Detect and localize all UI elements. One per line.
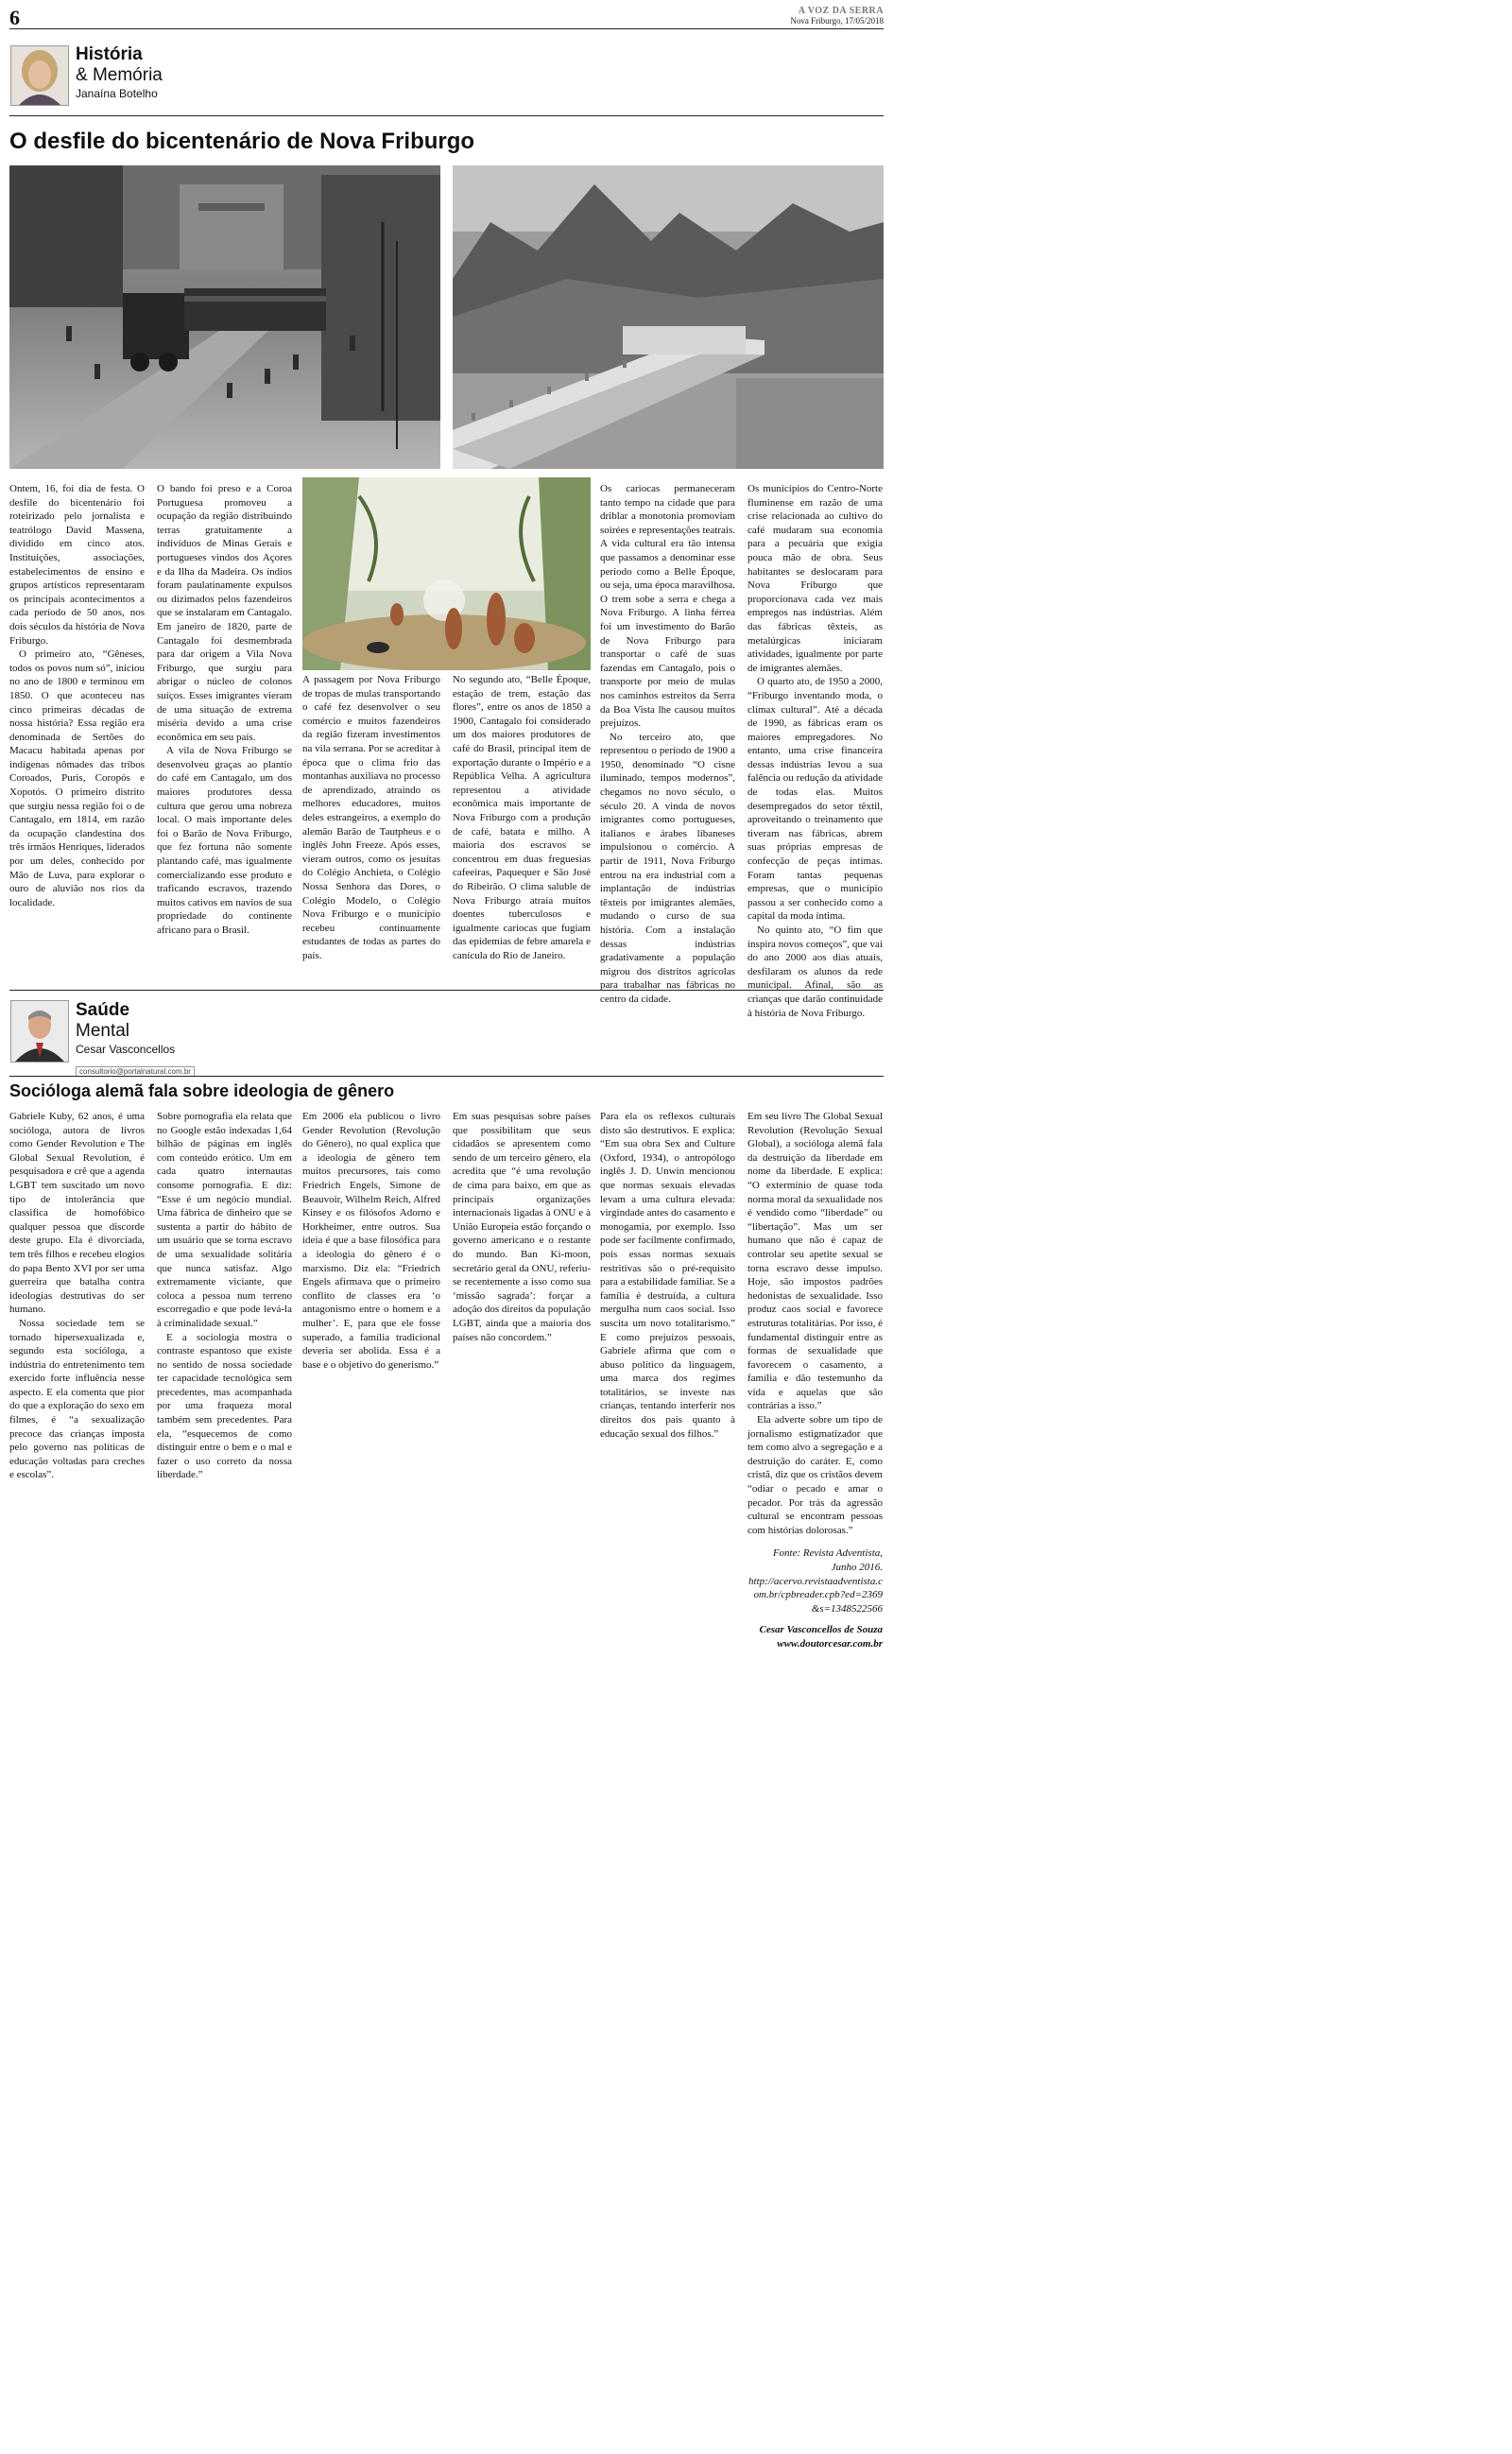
column-header-saude xyxy=(76,1000,175,1057)
article2-col-5 xyxy=(600,1110,735,1441)
paragraph: No terceiro ato, que representou o período de 1900 a 1950, denominado “O cisne iluminado, tempos modernos”, chegamos no novo século, o século 20. A vinda de novos imigrantes como portugueses, italianos e árabes libaneses impulsionou o comércio. A partir de 1911, Nova Friburgo entrou na era industrial com a implantação de indústrias têxteis por imigrantes alemães, mudando o curso de sua história. Com a instalação dessas indústrias gradativamente a população migrou dos distritos agrícolas para trabalhar nas fábricas no centro da cidade. xyxy=(600,731,735,1005)
masthead-brand: A VOZ DA SERRA xyxy=(798,6,884,16)
article2-col-2 xyxy=(157,1110,292,1482)
article-col-5 xyxy=(600,482,735,1007)
article2-col-4 xyxy=(453,1110,591,1344)
paragraph: Sobre pornografia ela relata que no Google estão indexadas 1,64 bilhão de páginas em inglês com conteúdo erótico. Um em cada quatro internautas consome pornografia. E diz: “Esse é um negócio mundial. Uma fábrica de dinheiro que se sustenta a partir do hábito de um usuário que se torna escravo de uma sexualidade solitária que nunca satisfaz. Algo extremamente viciante, que coloca a pessoa num terreno escorregadio e que pode levá-la à criminalidade sexual.” xyxy=(157,1111,292,1329)
article-col-1 xyxy=(9,482,145,909)
paragraph: O bando foi preso e a Coroa Portuguesa promoveu a ocupação da região distribuindo terras gratuitamente a indivíduos de Minas Gerais e portugueses vindos dos Açores e da Ilha da Madeira. Os índios foram paulatinamente expulsos ou dizimados pelos fazendeiros que se instalaram em Cantagalo. Em janeiro de 1820, parte de Cantagalo foi desmembrada para dar origem a Vila Nova Friburgo, que surgiu para abrigar o núcleo de colonos suíços. Esses imigrantes vieram de uma situação de extrema miséria devido a uma crise econômica em seu país. xyxy=(157,483,292,743)
article-headline: Socióloga alemã fala sobre ideologia de gênero xyxy=(9,1081,395,1100)
masthead xyxy=(790,6,884,26)
paragraph: Em 2006 ela publicou o livro Gender Revolution (Revolução do Gênero), no qual explica que a ideologia de gênero tem muitos precursores, tais como Friedrich Engels, Simone de Beauvoir, Wilhelm Reich, Alfred Kinsey e os filósofos Adorno e Horkheimer, entre outros. Sua ideia é que a base filosófica para a ideologia do gênero é o marxismo. Diz ela: “Friedrich Engels afirmava que o primeiro conflito de classes era ‘o antagonismo entre o homem e a mulher’. E, para que ele fosse superado, a família tradicional deveria ser abolida. Essa é a base e o objetivo do generismo.” xyxy=(302,1111,440,1371)
paragraph: Em seu livro The Global Sexual Revolution (Revolução Sexual Global), a socióloga alemã fala da destruição da liberdade em nome da liberdade. E explica: “O extermínio de quase toda norma moral da sexualidade nos é vendido como “liberdade” ou “libertação”. Mas um ser humano que não é capaz de controlar seu apetite sexual se torna escravo desse impulso. Hoje, são impostos padrões hedonistas de sexualidade. Isso produz caos social e favorece estruturas totalitárias. Por isso, é fundamental distinguir entre as formas de sexualidade que favorecem o casamento, a família e dão testemunho da vida e aquelas que são contrárias a isso.” xyxy=(747,1111,883,1412)
paragraph: No quinto ato, “O fim que inspira novos começos”, que vai do ano 2000 aos dias atuais, desfilaram os alunos da rede municipal. Afinal, são as crianças que darão continuidade à história de Nova Friburgo. xyxy=(747,925,883,1019)
article-col-2 xyxy=(157,482,292,938)
email-link[interactable]: consultorio@portalnatural.com.br xyxy=(76,1066,195,1077)
paragraph: E a sociologia mostra o contraste espantoso que existe no sentido de nossa sociedade ter capacidade tecnológica sem precedentes, mas acompanhada por uma fraqueza moral também sem precedentes. Para ela, “esquecemos de como distinguir entre o bem e o mal e fazer o uso correto da nossa liberdade.” xyxy=(157,1331,292,1481)
paragraph: Nossa sociedade tem se tornado hipersexualizada e, segundo esta socióloga, a indústria do entretenimento tem exercido forte influência nesse aspecto. E ela comenta que pior do que a exploração do sexo em filmes, é “a sexualização precoce das crianças imposta pelo governo nas políticas de educação voltadas para creches e escolas”. xyxy=(9,1317,145,1481)
paragraph: Gabriele Kuby, 62 anos, é uma socióloga, autora de livros como Gender Revolution e The Global Sexual Revolution, é pesquisadora e crê que a agenda LGBT tem suscitado um novo tipo de intolerância que classifica de homofóbico qualquer pessoa que discorde deste grupo. Ela é divorciada, tem três filhos e recebeu elogios do papa Bento XVI por ser uma guerreira que batalha contra ideologias destrutivas do ser humano. xyxy=(9,1111,145,1316)
author-portrait-cesar xyxy=(10,1000,69,1063)
paragraph: O primeiro ato, “Gêneses, todos os povos num só”, iniciou no ano de 1800 e terminou em 1850. O que aconteceu nas cinco primeiras décadas de nossa história? Essa região era denominada de Sertões do Macacu habitada apenas por indígenas nômades das tribos Coroados, Puris, Coropós e Xopotós. O primeiro distrito que surgiu nessa região foi o de Cantagalo, em 1814, em razão da ocupação clandestina dos três irmãos Henriques, liderados por um deles, conhecido por Mão de Luva, para explorar o ouro de aluvião nos rios da localidade. xyxy=(9,648,145,908)
paragraph: Ela adverte sobre um tipo de jornalismo estigmatizador que tem como alvo a segregação e a destruição do caráter. E, como cristã, diz que os cristãos devem “odiar o pecado e amar o pecador. Por trás da agressão cultural se encontram pessoas com histórias dolorosas.” xyxy=(747,1414,883,1536)
column-subtitle: Mental xyxy=(76,1021,130,1041)
paragraph: O quarto ato, de 1950 a 2000, “Friburgo inventando moda, o clímax cultural”. Até a década de 1990, as fábricas eram os maiores empregadores. No entanto, uma crise financeira dessas indústrias levou a sua falência ou redução da atividade de todas elas. Muitos desempregados do setor têxtil, aproveitando o treinamento que tiveram nas fábricas, abrem suas próprias empresas de confecção de peças íntimas. Foram tantas pequenas empresas, que o município passou a ser conhecido como a capital da moda íntima. xyxy=(747,676,883,923)
paragraph: Em suas pesquisas sobre países que possibilitam que seus cidadãos se apresentem como sendo de um terceiro gênero, ela acredita que “é uma revolução de cima para baixo, em que as principais organizações internacionais ligadas à ONU e à União Europeia estão forçando o governo americano e o restante do mundo. Ban Ki-moon, secretário geral da ONU, referiu-se recentemente a isso como sua ‘missão sagrada’: forçar a adoção dos direitos da população LGBT, ainda que a maioria dos países não concordem.” xyxy=(453,1111,592,1343)
paragraph: Os cariocas permaneceram tanto tempo na cidade que para driblar a monotonia promoviam soirées e representações teatrais. A vida cultural era tão intensa que passamos a denominar esse período como a Belle Époque, ou seja, uma época maravilhosa. O trem sobe a serra e chega a Nova Friburgo. A linha férrea foi um investimento do Barão de Nova Friburgo para transportar o café de suas fazendas em Cantagalo, pois o transporte por meio de mulas nos caminhos estreitos da Serra da Boa Vista lhe causou muitos prejuízos. xyxy=(600,483,735,730)
masthead-date: Nova Friburgo, 17/05/2018 xyxy=(790,16,884,26)
column-author: Cesar Vasconcellos xyxy=(76,1043,176,1056)
section-divider xyxy=(9,990,884,991)
illustration-indigenous xyxy=(302,477,591,670)
signature-name: Cesar Vasconcellos de Souza xyxy=(759,1624,883,1636)
column-subtitle: & Memória xyxy=(76,65,163,85)
source-url[interactable]: http://acervo.revistaadventista.com.br/cpbreader.cpb?ed=2369&s=1348522566 xyxy=(748,1575,883,1615)
signature-website[interactable]: www.doutorcesar.com.br xyxy=(777,1637,883,1650)
article-col-6 xyxy=(747,482,883,1020)
paragraph: Para ela os reflexos culturais disto são destrutivos. E explica: “Em sua obra Sex and Culture (Oxford, 1934), o antropólogo inglês J. D. Unwin mencionou que normas sexuais elevadas levam a uma cultura elevada: virgindade antes do casamento e monogamia, por exemplo. Isso pode ser facilmente confirmado, pois essas normas sexuais restritivas são o pré-requisito para a estabilidade familiar. Se a família é destruída, a cultura mergulha num caos social. Isso suscita um novo totalitarismo.” E como prejuízos pessoais, Gabriele afirma que com o abuso político da linguagem, uma marca dos regimes totalitários, se investe nas crianças, tentando interferir nos direitos dos pais quanto à educação sexual dos filhos.” xyxy=(600,1111,735,1440)
paragraph: Ontem, 16, foi dia de festa. O desfile do bicentenário foi roteirizado pelo jornalista e teatrólogo David Massena, dividido em cinco atos. Instituições, associações, estabelecimentos de ensino e grupos artísticos representaram os principais acontecimentos a cada período de 50 anos, nos dois séculos da história de Nova Friburgo. xyxy=(9,483,145,647)
paragraph: No segundo ato, “Belle Époque, estação de trem, estação das flores”, entre os anos de 1850 a 1900, Cantagalo foi considerado um dos maiores produtores de café do Brasil, principal item de exportação durante o Império e a República Velha. A agricultura representou a atividade econômica mais importante de Nova Friburgo com a produção de café, batata e milho. A maioria dos escravos se concentrou em duas freguesias cafeeiras, Paquequer e São José do Ribeirão. O clima saluble de Nova Friburgo atraía muitos doentes tuberculosos e igualmente cariocas que fugiam das epidemias de febre amarela e canícula do Rio de Janeiro. xyxy=(453,674,591,961)
article-col-4 xyxy=(453,673,591,962)
article2-col-1 xyxy=(9,1110,145,1482)
column-title: Saúde xyxy=(76,1000,130,1020)
article2-col-3 xyxy=(302,1110,440,1372)
paragraph: A vila de Nova Friburgo se desenvolveu graças ao plantio do café em Cantagalo, um dos maiores produtores dessa cultura que gerou uma nobreza local. O mais importante deles foi o Barão de Nova Friburgo, que fez fortuna não somente plantando café, mas igualmente comercializando esse produto e traficando escravos, trazendo muitos cativos em navios de sua propriedade do continente africano para o Brasil. xyxy=(157,745,292,936)
photo-factory xyxy=(453,165,884,469)
article-headline: O desfile do bicentenário de Nova Friburgo xyxy=(9,129,475,154)
paragraph: A passagem por Nova Friburgo de tropas de mulas transportando o café fez desenvolver o seu comércio e muitos fazendeiros da região fizeram investimentos na vila serrana. Por se acreditar à época que o clima frio das montanhas auxiliava no processo de aprendizado, atraindo os melhores educadores, muitos deles estrangeiros, a exemplo do alemão Barão de Tautpheus e o inglês John Freeze. Após esses, vieram outros, como os jesuítas do Colégio Anchieta, o Colégio Nossa Senhora das Dores, o Colégio Modelo, o Colégio Nova Friburgo e o município recebeu continuamente estudantes de todas as partes do país. xyxy=(302,674,440,961)
column-author: Janaína Botelho xyxy=(76,87,158,100)
column-title: História xyxy=(76,44,143,64)
author-portrait-janaina xyxy=(10,45,69,106)
paragraph: Os municípios do Centro-Norte fluminense em razão de uma crise relacionada ao cultivo do café mudaram sua economia para a pecuária que exigia pouca mão de obra. Seus habitantes se deslocaram para Nova Friburgo que proporcionava cada vez mais empregos nas indústrias. Além das fábricas têxteis, as metalúrgicas iniciaram atividades, igualmente por parte de imigrantes alemães. xyxy=(747,483,883,674)
section-rule xyxy=(9,115,884,116)
article-col-3 xyxy=(302,673,440,962)
section-rule xyxy=(9,1076,884,1077)
column-header-historia xyxy=(76,44,163,101)
top-rule xyxy=(9,28,884,29)
source-credit: Fonte: Revista Adventista, Junho 2016. xyxy=(772,1547,883,1573)
photo-train xyxy=(9,165,440,469)
article2-col-6 xyxy=(747,1110,883,1651)
page-number: 6 xyxy=(9,6,20,29)
